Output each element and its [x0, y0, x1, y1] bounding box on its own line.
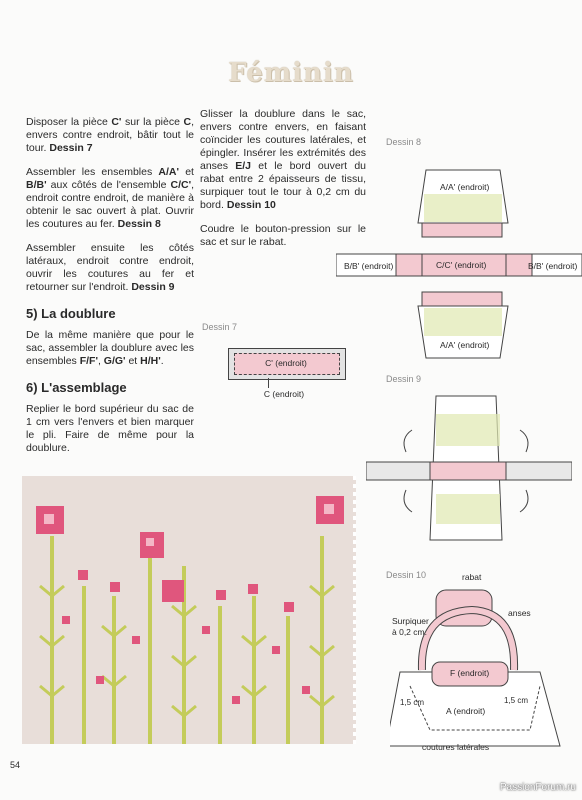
page-title: Féminin — [228, 58, 354, 88]
text-bold: B/B' — [26, 179, 47, 191]
label-b-right: B/B' (endroit) — [528, 261, 578, 271]
text: , — [97, 355, 104, 367]
text: Assembler les ensembles — [26, 166, 159, 178]
text-bold: C — [183, 116, 192, 128]
text: , endroit contre endroit, de manière à obtenir le sac ouvert à plat. Ouvrir les coutures au fer. — [26, 179, 194, 230]
label-a-bottom: A/A' (endroit) — [440, 340, 490, 350]
label-f: F (endroit) — [450, 668, 490, 678]
label-c-mid: C/C' (endroit) — [436, 260, 487, 270]
embroidery-lower — [436, 494, 500, 524]
text: , envers contre endroit, bâtir tout le tour. — [26, 116, 194, 154]
embroidery-bottom — [424, 308, 502, 336]
label-a: A (endroit) — [446, 706, 486, 716]
label-cm-right: 1,5 cm — [504, 696, 529, 705]
text: et le bord ouvert du rabat entre 2 épaisseurs de tissu, surpiquer tout le tour à 0,2 cm du bord. — [200, 160, 366, 211]
arrow-up-right — [520, 430, 528, 452]
text-bold: Dessin 9 — [131, 281, 175, 293]
text: Assembler ensuite les côtés latéraux, endroit contre endroit, ouvrir les coutures au fer et retourner sur l'endroit. — [26, 242, 194, 293]
text: . — [160, 355, 164, 367]
text: et — [125, 355, 141, 367]
arrow-up-left — [404, 430, 412, 452]
label-rabat: rabat — [462, 572, 482, 582]
embroidery-photo — [22, 476, 356, 744]
text-column-left — [26, 116, 194, 466]
text: Disposer la pièce — [26, 116, 112, 128]
band-bottom — [422, 292, 502, 306]
paragraph-7: Coudre le bouton-pression sur le sac et sur le rabat. — [200, 223, 366, 248]
diagram-10-svg — [390, 580, 570, 750]
band-top — [422, 223, 502, 237]
arrow-down-right — [520, 490, 528, 512]
text-bold: Dessin 8 — [117, 218, 161, 230]
label-b-left: B/B' (endroit) — [344, 261, 394, 271]
paragraph-1 — [26, 116, 194, 155]
label-anses: anses — [508, 608, 531, 618]
text-bold: C/C' — [170, 179, 192, 191]
label-surpiquer-2: à 0,2 cm. — [392, 627, 427, 637]
text-bold: Dessin 10 — [226, 199, 276, 211]
section-heading-5: 5) La doublure — [26, 306, 116, 321]
text-bold: F/F' — [79, 355, 98, 367]
center-strip — [430, 462, 506, 480]
text: Glisser la doublure dans le sac, envers contre envers, en faisant coïncider les coutures latérales, et épingler. Insérer les extrémités des anses — [200, 108, 366, 172]
text-bold: C' — [111, 116, 122, 128]
piece-c-outer-label: C (endroit) — [263, 389, 305, 399]
diagram-label-7: Dessin 7 — [202, 322, 238, 332]
diagram-label-10: Dessin 10 — [386, 570, 427, 580]
label-cm-left: 1,5 cm — [400, 698, 425, 707]
paragraph-4 — [26, 329, 194, 368]
paragraph-5: Replier le bord supérieur du sac de 1 cm vers l'envers et bien marquer le pli. Faire de même pour la doublure. — [26, 403, 194, 454]
page-number: 54 — [10, 760, 21, 770]
text-bold: H/H' — [140, 355, 161, 367]
label-a-top: A/A' (endroit) — [440, 182, 490, 192]
text: De la même manière que pour le sac, assembler la doublure avec les ensembles — [26, 329, 194, 367]
piece-b-left-pink — [396, 254, 422, 276]
watermark: PassionForum.ru — [499, 782, 576, 793]
text-bold: Dessin 7 — [49, 142, 93, 154]
diagram-label-8: Dessin 8 — [386, 137, 422, 147]
section-heading-6: 6) L'assemblage — [26, 380, 127, 395]
text: et — [179, 166, 194, 178]
text-bold: E/J — [235, 160, 252, 172]
diagram-label-9: Dessin 9 — [386, 374, 422, 384]
text-bold: A/A' — [158, 166, 180, 178]
text: sur la pièce — [121, 116, 184, 128]
leader-line — [268, 378, 269, 388]
text-bold: G/G' — [103, 355, 126, 367]
embroidery-top — [424, 194, 502, 222]
label-coutures: coutures latérales — [422, 742, 490, 752]
text: aux côtés de l'ensemble — [46, 179, 171, 191]
paragraph-2 — [26, 166, 194, 231]
arrow-down-left — [404, 490, 412, 512]
label-surpiquer: Surpiquer — [392, 616, 429, 626]
piece-c-inner-label: C' (endroit) — [265, 358, 307, 368]
paragraph-3 — [26, 242, 194, 294]
diagram-9-svg — [366, 394, 572, 544]
embroidery-upper — [436, 414, 500, 446]
